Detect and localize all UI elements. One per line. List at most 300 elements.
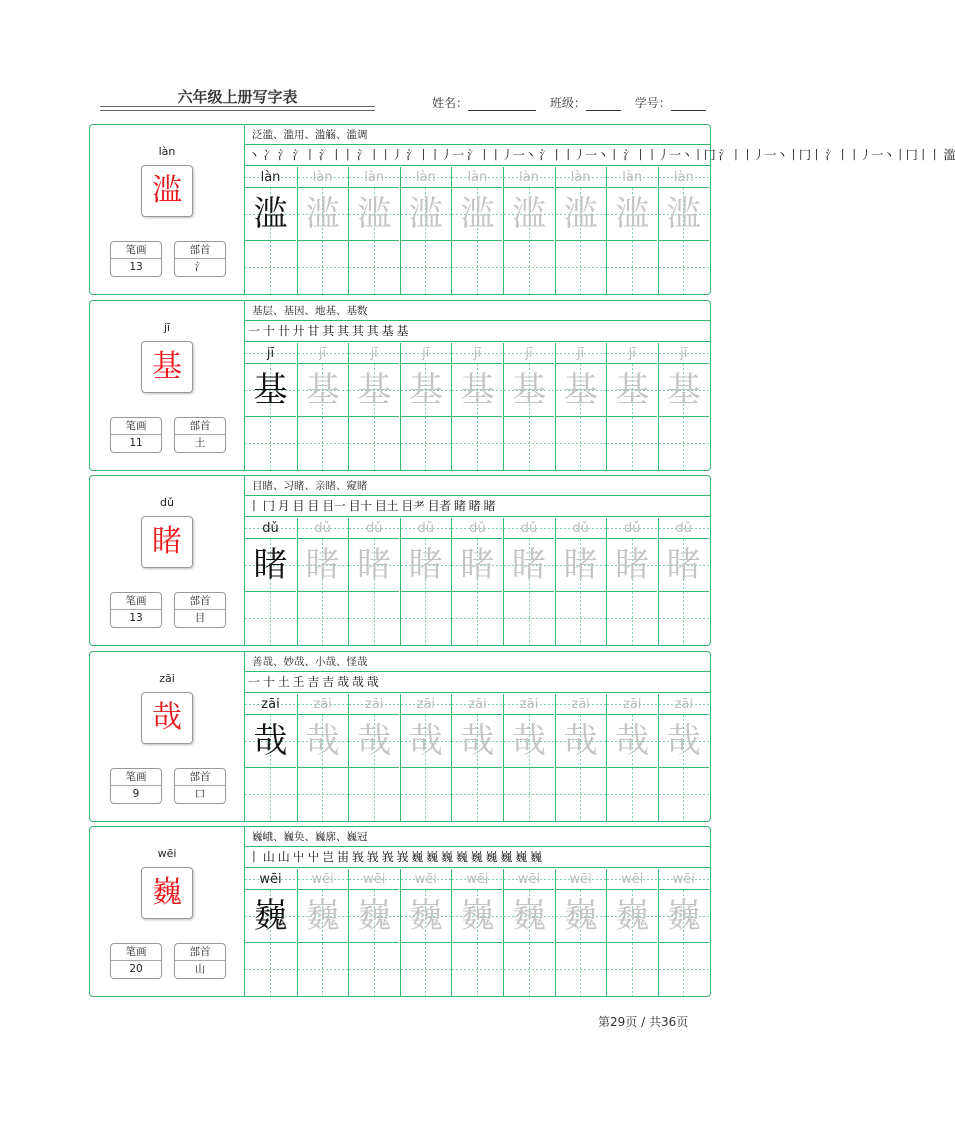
- blank-writing-box[interactable]: [298, 592, 348, 645]
- character-trace: 哉: [556, 715, 606, 768]
- blank-writing-box[interactable]: [298, 943, 348, 996]
- stroke-step: 月: [277, 499, 290, 513]
- character-trace: 哉: [452, 715, 502, 768]
- blank-writing-box[interactable]: [452, 241, 502, 294]
- stroke-step: 巍: [455, 850, 468, 864]
- blank-writing-box[interactable]: [298, 417, 348, 470]
- pinyin-label: zāi: [159, 672, 175, 685]
- writing-cell[interactable]: [606, 869, 657, 996]
- stroke-step: 山: [277, 850, 290, 864]
- writing-grid: [245, 518, 710, 645]
- stroke-step: 氵丨丨丿一丶丨冂丨: [718, 148, 822, 162]
- stroke-step: 峩: [381, 850, 394, 864]
- stroke-count-label: 笔画: [111, 944, 161, 961]
- writing-cell[interactable]: [658, 343, 709, 470]
- radical-label: 部首: [175, 418, 225, 435]
- character-trace: 基: [349, 364, 399, 417]
- character-trace: 滥: [556, 188, 606, 241]
- stroke-step: 一: [248, 324, 260, 338]
- writing-cell[interactable]: [658, 869, 709, 996]
- pinyin-trace: làn: [349, 167, 399, 188]
- stroke-step: 氵: [277, 148, 290, 162]
- stroke-step: 其: [337, 324, 349, 338]
- stroke-step: 吉: [322, 675, 334, 689]
- character-trace: 哉: [504, 715, 554, 768]
- writing-cell[interactable]: [555, 518, 606, 645]
- character-trace: 基: [504, 364, 554, 417]
- pinyin-trace: làn: [245, 167, 296, 188]
- blank-writing-box[interactable]: [298, 768, 348, 821]
- pinyin-trace: wēi: [245, 869, 296, 890]
- writing-cell[interactable]: [606, 518, 657, 645]
- writing-cell[interactable]: [400, 167, 451, 294]
- radical-box: [174, 241, 226, 277]
- stroke-step: 冫: [262, 148, 275, 162]
- stroke-count-box: [110, 943, 162, 979]
- writing-cell[interactable]: [245, 518, 296, 645]
- class-field[interactable]: [586, 98, 621, 111]
- pinyin-trace: jī: [349, 343, 399, 364]
- stroke-step: 氵丨丨丿: [356, 148, 403, 162]
- character-trace: 巍: [401, 890, 451, 943]
- stroke-step: 睹: [483, 499, 496, 513]
- character-card: [89, 651, 711, 822]
- stroke-step: 卄: [277, 324, 290, 338]
- blank-writing-box[interactable]: [298, 241, 348, 294]
- blank-writing-box[interactable]: [504, 417, 554, 470]
- blank-writing-box[interactable]: [245, 241, 296, 294]
- writing-cell[interactable]: [245, 343, 296, 470]
- stroke-step: 滥: [943, 148, 955, 162]
- character-trace: 基: [298, 364, 348, 417]
- stroke-count-box: [110, 592, 162, 628]
- character-trace: 哉: [298, 715, 348, 768]
- radical-box: [174, 943, 226, 979]
- stroke-step: 甘: [307, 324, 319, 338]
- pinyin-trace: làn: [556, 167, 606, 188]
- stroke-step: 巍: [500, 850, 512, 864]
- number-label: 学号：: [634, 96, 671, 110]
- blank-writing-box[interactable]: [245, 417, 296, 470]
- pinyin-label: làn: [158, 145, 176, 158]
- stroke-step: 十: [262, 675, 275, 689]
- character-trace: 睹: [504, 539, 554, 592]
- blank-writing-box[interactable]: [504, 592, 554, 645]
- character-trace: 基: [556, 364, 606, 417]
- blank-writing-box[interactable]: [349, 592, 399, 645]
- writing-cell[interactable]: [348, 167, 399, 294]
- stroke-step: 屮: [292, 850, 305, 864]
- name-field[interactable]: [468, 98, 536, 111]
- stroke-count-label: 笔画: [111, 769, 161, 786]
- character-trace: 滥: [504, 188, 554, 241]
- blank-writing-box[interactable]: [401, 592, 451, 645]
- word-examples: 基层、基因、地基、基数: [245, 301, 710, 321]
- writing-cell[interactable]: [658, 167, 709, 294]
- character-trace: 巍: [298, 890, 348, 943]
- practice-area: [245, 125, 955, 294]
- pinyin-trace: làn: [659, 167, 709, 188]
- practice-area: [245, 652, 710, 821]
- character-trace: 睹: [349, 539, 399, 592]
- pinyin-trace: zāi: [349, 694, 399, 715]
- character-trace: 哉: [607, 715, 657, 768]
- character-trace: 滥: [607, 188, 657, 241]
- stroke-step: 氵丨: [292, 148, 316, 162]
- writing-cell[interactable]: [451, 343, 502, 470]
- writing-cell[interactable]: [606, 694, 657, 821]
- character-info: [90, 301, 245, 470]
- writing-grid: [245, 343, 710, 470]
- radical-box: [174, 592, 226, 628]
- writing-cell[interactable]: [348, 343, 399, 470]
- stroke-step: 冂: [262, 499, 275, 513]
- writing-cell[interactable]: [400, 694, 451, 821]
- radical-value: 土: [194, 437, 206, 449]
- character-info: [90, 827, 245, 996]
- writing-cell[interactable]: [606, 167, 657, 294]
- stroke-count-value: 9: [132, 788, 140, 800]
- blank-writing-box[interactable]: [452, 943, 502, 996]
- stroke-order: [245, 672, 710, 693]
- blank-writing-box[interactable]: [504, 768, 554, 821]
- pinyin-trace: jī: [401, 343, 451, 364]
- pinyin-trace: zāi: [245, 694, 296, 715]
- pinyin-trace: jī: [245, 343, 296, 364]
- pinyin-trace: dǔ: [401, 518, 451, 539]
- blank-writing-box[interactable]: [349, 943, 399, 996]
- stroke-count-value: 11: [129, 437, 143, 449]
- stroke-step: 目: [307, 499, 319, 513]
- writing-cell[interactable]: [555, 343, 606, 470]
- stroke-step: 十: [262, 324, 275, 338]
- character-trace: 巍: [452, 890, 502, 943]
- stroke-count-box: [110, 768, 162, 804]
- blank-writing-box[interactable]: [659, 592, 709, 645]
- pinyin-trace: dǔ: [349, 518, 399, 539]
- writing-cell[interactable]: [451, 869, 502, 996]
- character-info: [90, 476, 245, 645]
- writing-cell[interactable]: [606, 343, 657, 470]
- pinyin-trace: làn: [452, 167, 502, 188]
- character-trace: 滥: [452, 188, 502, 241]
- blank-writing-box[interactable]: [659, 417, 709, 470]
- stroke-step: 峀: [337, 850, 349, 864]
- blank-writing-box[interactable]: [659, 768, 709, 821]
- class-label: 班级：: [549, 96, 586, 110]
- character-trace: 哉: [659, 715, 709, 768]
- student-info: [432, 94, 706, 111]
- character-card: [89, 124, 955, 295]
- stroke-step: 丶: [248, 148, 260, 162]
- stroke-step: 屮: [307, 850, 319, 864]
- blank-writing-box[interactable]: [401, 768, 451, 821]
- pinyin-trace: wēi: [659, 869, 709, 890]
- practice-area: [245, 476, 710, 645]
- stroke-step: 巍: [530, 850, 542, 864]
- character-trace: 巍: [659, 890, 709, 943]
- character-trace: 睹: [298, 539, 348, 592]
- pinyin-label: jī: [163, 321, 171, 334]
- stroke-count-label: 笔画: [111, 418, 161, 435]
- pinyin-label: dǔ: [160, 496, 174, 509]
- stroke-count-value: 13: [129, 612, 143, 624]
- blank-writing-box[interactable]: [452, 592, 502, 645]
- stroke-step: 一: [248, 675, 260, 689]
- stroke-step: 丨: [248, 850, 260, 864]
- blank-writing-box[interactable]: [504, 943, 554, 996]
- character-card: [89, 300, 711, 471]
- stroke-step: 哉: [366, 675, 379, 689]
- stroke-count-label: 笔画: [111, 242, 161, 259]
- pinyin-trace: làn: [298, 167, 348, 188]
- pinyin-trace: zāi: [659, 694, 709, 715]
- stroke-step: 廾: [292, 324, 305, 338]
- character-trace: 巍: [504, 890, 554, 943]
- character-box: 滥: [141, 165, 193, 217]
- radical-value: 氵: [194, 261, 206, 273]
- writing-cell[interactable]: [245, 167, 296, 294]
- blank-writing-box[interactable]: [349, 241, 399, 294]
- pinyin-trace: làn: [504, 167, 554, 188]
- stroke-step: 氵丨丨: [318, 148, 354, 162]
- blank-writing-box[interactable]: [556, 241, 606, 294]
- character-trace: 哉: [245, 715, 296, 768]
- stroke-count-label: 笔画: [111, 593, 161, 610]
- blank-writing-box[interactable]: [401, 943, 451, 996]
- writing-cell[interactable]: [658, 518, 709, 645]
- writing-cell[interactable]: [555, 869, 606, 996]
- writing-cell[interactable]: [451, 167, 502, 294]
- pinyin-trace: dǔ: [245, 518, 296, 539]
- writing-cell[interactable]: [658, 694, 709, 821]
- pinyin-trace: jī: [607, 343, 657, 364]
- character-trace: 睹: [452, 539, 502, 592]
- character-trace: 巍: [245, 890, 296, 943]
- blank-writing-box[interactable]: [504, 241, 554, 294]
- writing-cell[interactable]: [297, 694, 348, 821]
- pinyin-trace: dǔ: [452, 518, 502, 539]
- stroke-step: 睹: [453, 499, 466, 513]
- stroke-step: 峩: [396, 850, 408, 864]
- stroke-step: 基: [396, 324, 408, 338]
- character-trace: 基: [245, 364, 296, 417]
- stroke-step: 巍: [411, 850, 423, 864]
- stroke-step: 岂: [322, 850, 334, 864]
- character-trace: 巍: [607, 890, 657, 943]
- writing-cell[interactable]: [400, 343, 451, 470]
- blank-writing-box[interactable]: [452, 417, 502, 470]
- stroke-order: [245, 496, 710, 517]
- pinyin-trace: wēi: [349, 869, 399, 890]
- stroke-step: 哉: [351, 675, 364, 689]
- stroke-step: 氵丨丨丿一: [406, 148, 464, 162]
- radical-label: 部首: [175, 593, 225, 610]
- blank-writing-box[interactable]: [556, 943, 606, 996]
- pinyin-trace: zāi: [452, 694, 502, 715]
- stroke-step: 其: [351, 324, 364, 338]
- practice-area: [245, 827, 710, 996]
- character-card: [89, 475, 711, 646]
- writing-cell[interactable]: [348, 518, 399, 645]
- stroke-order: [245, 847, 710, 868]
- blank-writing-box[interactable]: [607, 241, 657, 294]
- character-trace: 滥: [349, 188, 399, 241]
- writing-cell[interactable]: [503, 694, 554, 821]
- writing-cell[interactable]: [297, 869, 348, 996]
- title-underline: [100, 110, 375, 111]
- writing-grid: [245, 869, 710, 996]
- character-trace: 睹: [245, 539, 296, 592]
- blank-writing-box[interactable]: [245, 592, 296, 645]
- stroke-count-value: 13: [129, 261, 143, 273]
- stroke-step: 峩: [366, 850, 379, 864]
- pinyin-trace: jī: [298, 343, 348, 364]
- radical-value: 目: [194, 612, 206, 624]
- pinyin-trace: jī: [504, 343, 554, 364]
- word-examples: 巍峨、巍奂、巍廓、巍冠: [245, 827, 710, 847]
- pinyin-trace: wēi: [298, 869, 348, 890]
- blank-writing-box[interactable]: [607, 768, 657, 821]
- stroke-order: [245, 321, 710, 342]
- stroke-step: 巍: [426, 850, 438, 864]
- stroke-step: 目十: [348, 499, 372, 513]
- stroke-step: 目耂: [401, 499, 425, 513]
- character-trace: 基: [659, 364, 709, 417]
- word-examples: 善哉、妙哉、小哉、怪哉: [245, 652, 710, 672]
- radical-label: 部首: [175, 944, 225, 961]
- writing-cell[interactable]: [348, 869, 399, 996]
- stroke-step: 其: [366, 324, 379, 338]
- character-trace: 巍: [556, 890, 606, 943]
- stroke-step: 巍: [440, 850, 453, 864]
- blank-writing-box[interactable]: [349, 768, 399, 821]
- stroke-count-value: 20: [129, 963, 143, 975]
- radical-box: [174, 417, 226, 453]
- blank-writing-box[interactable]: [607, 417, 657, 470]
- writing-grid: [245, 167, 710, 294]
- blank-writing-box[interactable]: [659, 943, 709, 996]
- page-number: 第29页 / 共36页: [598, 1015, 689, 1029]
- stroke-step: 氵丨丨丿一丶: [466, 148, 536, 162]
- character-trace: 睹: [659, 539, 709, 592]
- name-label: 姓名：: [432, 96, 469, 110]
- writing-cell[interactable]: [297, 518, 348, 645]
- blank-writing-box[interactable]: [556, 592, 606, 645]
- character-trace: 基: [401, 364, 451, 417]
- writing-cell[interactable]: [245, 694, 296, 821]
- writing-cell[interactable]: [503, 167, 554, 294]
- writing-cell[interactable]: [503, 343, 554, 470]
- stroke-count-box: [110, 241, 162, 277]
- writing-cell[interactable]: [400, 869, 451, 996]
- word-examples: 泛滥、滥用、滥觞、滥调: [245, 125, 710, 145]
- writing-cell[interactable]: [503, 869, 554, 996]
- character-trace: 滥: [659, 188, 709, 241]
- stroke-step: 吉: [307, 675, 319, 689]
- radical-label: 部首: [175, 242, 225, 259]
- writing-cell[interactable]: [555, 167, 606, 294]
- character-trace: 哉: [349, 715, 399, 768]
- pinyin-trace: dǔ: [659, 518, 709, 539]
- stroke-step: 其: [322, 324, 334, 338]
- stroke-step: 哉: [337, 675, 349, 689]
- pinyin-trace: jī: [452, 343, 502, 364]
- pinyin-trace: wēi: [452, 869, 502, 890]
- character-trace: 滥: [298, 188, 348, 241]
- writing-cell[interactable]: [400, 518, 451, 645]
- blank-writing-box[interactable]: [607, 592, 657, 645]
- pinyin-trace: làn: [607, 167, 657, 188]
- stroke-step: 目: [292, 499, 305, 513]
- character-trace: 哉: [401, 715, 451, 768]
- stroke-step: 巍: [485, 850, 498, 864]
- writing-cell[interactable]: [555, 694, 606, 821]
- radical-label: 部首: [175, 769, 225, 786]
- stroke-step: 丨: [248, 499, 260, 513]
- pinyin-trace: dǔ: [556, 518, 606, 539]
- pinyin-trace: wēi: [607, 869, 657, 890]
- stroke-step: 目一: [322, 499, 346, 513]
- blank-writing-box[interactable]: [401, 241, 451, 294]
- writing-cell[interactable]: [297, 167, 348, 294]
- blank-writing-box[interactable]: [245, 768, 296, 821]
- blank-writing-box[interactable]: [659, 241, 709, 294]
- blank-writing-box[interactable]: [401, 417, 451, 470]
- pinyin-trace: zāi: [556, 694, 606, 715]
- pinyin-trace: wēi: [556, 869, 606, 890]
- character-box: 睹: [141, 516, 193, 568]
- blank-writing-box[interactable]: [556, 417, 606, 470]
- writing-cell[interactable]: [245, 869, 296, 996]
- pinyin-trace: zāi: [298, 694, 348, 715]
- stroke-step: 巍: [470, 850, 483, 864]
- stroke-order: [245, 145, 955, 166]
- writing-cell[interactable]: [297, 343, 348, 470]
- stroke-step: 𡈼: [292, 675, 305, 689]
- character-box: 巍: [141, 867, 193, 919]
- character-trace: 巍: [349, 890, 399, 943]
- blank-writing-box[interactable]: [349, 417, 399, 470]
- stroke-step: 基: [381, 324, 394, 338]
- blank-writing-box[interactable]: [452, 768, 502, 821]
- stroke-step: 氵丨丨丿一丶丨: [539, 148, 620, 162]
- character-box: 哉: [141, 692, 193, 744]
- stroke-step: 巍: [515, 850, 527, 864]
- stroke-step: 睹: [468, 499, 481, 513]
- pinyin-trace: jī: [659, 343, 709, 364]
- radical-value: 口: [194, 788, 206, 800]
- pinyin-trace: làn: [401, 167, 451, 188]
- writing-cell[interactable]: [451, 518, 502, 645]
- writing-cell[interactable]: [503, 518, 554, 645]
- radical-box: [174, 768, 226, 804]
- character-trace: 基: [607, 364, 657, 417]
- writing-cell[interactable]: [348, 694, 399, 821]
- pinyin-trace: zāi: [401, 694, 451, 715]
- writing-cell[interactable]: [451, 694, 502, 821]
- blank-writing-box[interactable]: [245, 943, 296, 996]
- pinyin-label: wēi: [157, 847, 177, 860]
- blank-writing-box[interactable]: [556, 768, 606, 821]
- blank-writing-box[interactable]: [607, 943, 657, 996]
- number-field[interactable]: [671, 98, 706, 111]
- writing-grid: [245, 694, 710, 821]
- title-underline: [100, 106, 375, 107]
- radical-value: 山: [194, 963, 206, 975]
- character-info: [90, 652, 245, 821]
- pinyin-trace: dǔ: [298, 518, 348, 539]
